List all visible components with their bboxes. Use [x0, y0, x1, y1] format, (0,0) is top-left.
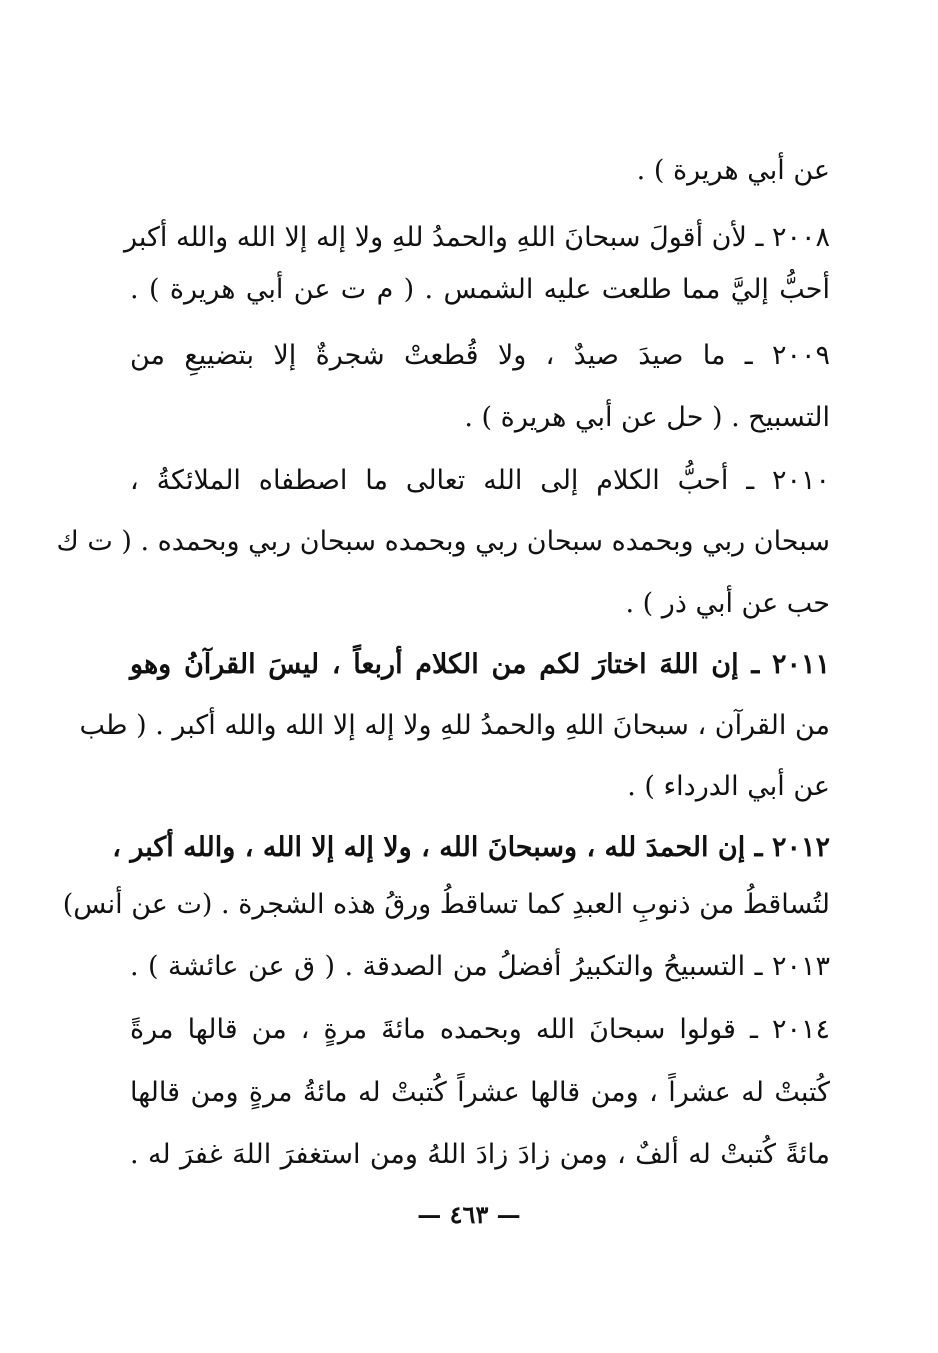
hadith-2008-line-2: أحبُّ إليَّ مما طلعت عليه الشمس . ( م ت عن أبي هريرة ) .	[130, 274, 830, 305]
hadith-2014-line-1: ٢٠١٤ ـ قولوا سبحانَ الله وبحمده مائةَ مرةٍ ، من قالها مرةً	[130, 1014, 830, 1045]
hadith-2011-line-2: من القرآن ، سبحانَ اللهِ والحمدُ للهِ ولا إله إلا الله والله أكبر . ( طب	[79, 710, 830, 741]
hadith-2010-line-1: ٢٠١٠ ـ أحبُّ الكلام إلى الله تعالى ما اصطفاه الملائكةُ ،	[130, 465, 830, 496]
hadith-2009-line-1: ٢٠٠٩ ـ ما صيدَ صيدٌ ، ولا قُطعتْ شجرةٌ إلا بتضييعِ من	[130, 340, 830, 371]
hadith-2012-line-2: لتُساقطُ من ذنوبِ العبدِ كما تساقطُ ورقُ هذه الشجرة . (ت عن أنس)	[62, 889, 830, 920]
hadith-2011-line-1: ٢٠١١ ـ إن اللهَ اختارَ لكم من الكلام أربعاً ، ليسَ القرآنُ وهو	[130, 649, 830, 680]
hadith-2009-line-2: التسبيح . ( حل عن أبي هريرة ) .	[464, 402, 830, 433]
hadith-2008-line-1: ٢٠٠٨ ـ لأن أقولَ سبحانَ اللهِ والحمدُ للهِ ولا إله إلا الله والله أكبر	[124, 222, 830, 253]
text-line-1: عن أبي هريرة ) .	[636, 155, 830, 186]
hadith-2010-line-2: سبحان ربي وبحمده سبحان ربي وبحمده سبحان ربي وبحمده . ( ت ك	[56, 526, 830, 557]
hadith-2013-line-1: ٢٠١٣ ـ التسبيحُ والتكبيرُ أفضلُ من الصدقة . ( ق عن عائشة ) .	[130, 951, 830, 982]
hadith-2014-line-2: كُتبتْ له عشراً ، ومن قالها عشراً كُتبتْ له مائةُ مرةٍ ومن قالها	[130, 1077, 830, 1108]
hadith-2012-line-1: ٢٠١٢ ـ إن الحمدَ لله ، وسبحانَ الله ، ولا إله إلا الله ، والله أكبر ،	[112, 832, 830, 863]
hadith-2010-line-3: حب عن أبي ذر ) .	[625, 588, 830, 619]
hadith-2011-line-3: عن أبي الدرداء ) .	[627, 771, 830, 802]
hadith-2014-line-3: مائةً كُتبتْ له ألفٌ ، ومن زادَ زادَ اللهُ ومن استغفرَ اللهَ غفرَ له .	[130, 1139, 830, 1170]
page-number: — ٤٦٣ —	[417, 1200, 521, 1229]
